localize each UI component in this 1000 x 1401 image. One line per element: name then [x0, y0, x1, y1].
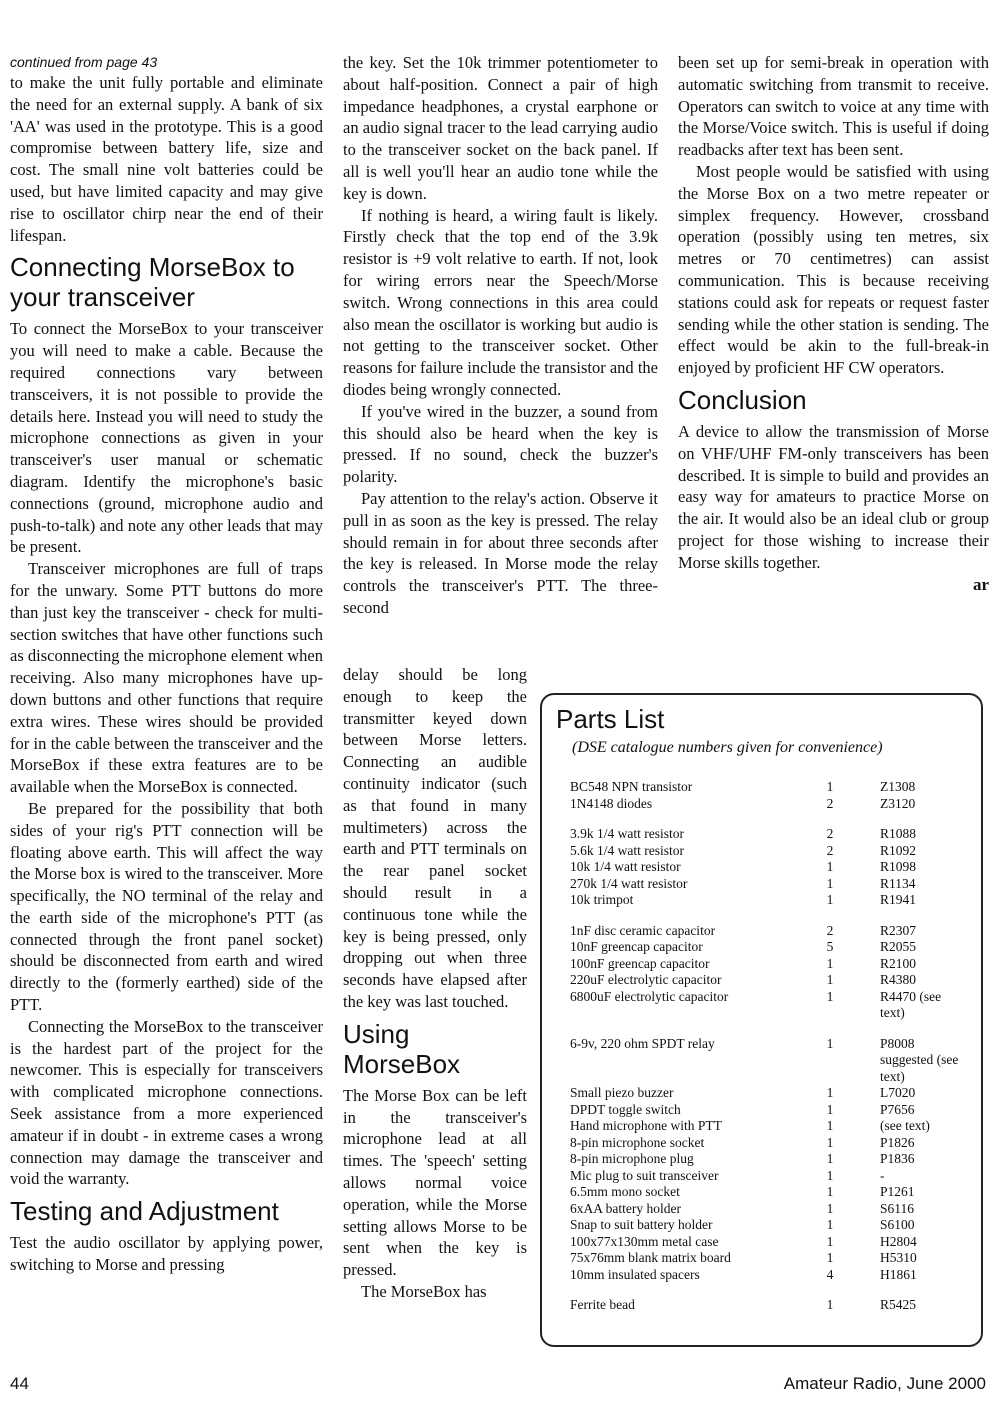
section-heading-testing: Testing and Adjustment	[10, 1196, 279, 1227]
part-code: R5425	[880, 1297, 917, 1312]
parts-row	[570, 1135, 960, 1152]
part-code: L7020	[880, 1085, 916, 1100]
part-qty: 1	[826, 988, 834, 1004]
part-qty: 1	[826, 875, 834, 891]
part-name: 6xAA battery holder	[570, 1200, 681, 1216]
part-qty: 1	[826, 1167, 834, 1183]
part-name: Hand microphone with PTT	[570, 1118, 722, 1133]
part-qty: 1	[826, 1184, 834, 1199]
part-qty: 1	[826, 1118, 834, 1133]
parts-row	[570, 1250, 960, 1267]
paragraph: If nothing is heard, a wiring fault is likely. Firstly check that the top end of the 3.9k resistor is +9 volt relative to earth. If not, look for wiring errors near the Speech/Morse switch. Wrong connections in this area could also mean the oscillator is working but audio is not getting to the transceiver socket. Other reasons for failure include the transistor and the diodes being wrongly connected.	[343, 205, 658, 399]
part-qty: 1	[826, 892, 834, 907]
part-code: H5310	[880, 1250, 917, 1265]
parts-row	[570, 1151, 960, 1168]
part-code: H2804	[880, 1233, 917, 1249]
part-qty: 5	[826, 939, 834, 954]
paragraph: to make the unit fully portable and eliminate the need for an external supply. A bank of six 'AA' was used in the prototype. This is a good compromise between battery life, size and cost. The small nine volt batteries could be used, but have limited capacity and may give rise to oscillator chirp near the end of their lifespan.	[10, 73, 323, 245]
part-name: Small piezo buzzer	[570, 1085, 674, 1100]
part-qty: 1	[826, 1134, 834, 1150]
parts-row	[570, 859, 960, 876]
part-qty: 1	[826, 1297, 834, 1312]
part-code: Z1308	[880, 779, 916, 794]
paragraph: been set up for semi-break in operation with automatic switching from transmit to receive. Operators can switch to voice at any time with the Morse/Voice switch. This is useful if doing readbacks after text has been sent.	[678, 53, 989, 160]
part-name: Mic plug to suit transceiver	[570, 1167, 719, 1183]
part-qty: 2	[826, 795, 834, 811]
paragraph: The Morse Box can be left in the transceiver's microphone lead at all times. The 'speech' setting allows normal voice operation, while the Morse setting allows Morse to be sent when the key is pressed.	[343, 1085, 527, 1280]
part-code: R2055	[880, 939, 917, 954]
part-qty: 1	[826, 1250, 834, 1265]
parts-row	[570, 1022, 960, 1086]
part-qty: 2	[826, 922, 834, 938]
parts-row	[570, 972, 960, 989]
parts-row	[570, 1267, 960, 1284]
parts-row	[570, 796, 960, 813]
paragraph: To connect the MorseBox to your transceiver you will need to make a cable. Because the required connections vary between transceivers, it is not possible to provide the details here. Instead you will need to study the microphone connections as given in your transceiver's user manual or schematic diagram. Identify the microphone's basic connections (ground, microphone audio and push-to-talk) and note any other leads that may be present.	[10, 319, 323, 557]
paragraph: Most people would be satisfied with using the Morse Box on a two metre repeater or simplex frequency. However, crossband operation (possibly using ten metres, six metres or 70 centimetres) can assist communication. This is because receiving stations could ask for repeats or request faster sending while the other station is sending. The effect would be akin to the full-break-in enjoyed by proficient HF CW operators.	[678, 161, 989, 378]
section-heading-connecting: Connecting MorseBox to your transceiver	[10, 252, 295, 313]
part-qty: 1	[826, 859, 834, 874]
part-name: Ferrite bead	[570, 1297, 635, 1312]
part-code: (see text)	[880, 1118, 930, 1133]
signoff: ar	[972, 574, 989, 594]
part-name: DPDT toggle switch	[570, 1101, 681, 1117]
part-name: 10nF greencap capacitor	[570, 939, 703, 954]
part-code: H1861	[880, 1266, 917, 1282]
paragraph: A device to allow the transmission of Morse on VHF/UHF FM-only transceivers has been described. It is simple to build and provides an easy way for amateurs to practice Morse on the air. It would also be an ideal club or group project for those wishing to increase their Morse skills together.	[678, 421, 989, 572]
part-code: R4470 (see text)	[880, 988, 942, 1020]
column-2	[343, 52, 658, 619]
parts-row	[570, 1168, 960, 1185]
parts-row	[570, 1184, 960, 1201]
magazine-footer: Amateur Radio, June 2000	[783, 1374, 986, 1393]
part-code: P1836	[880, 1151, 915, 1166]
parts-row	[570, 1085, 960, 1102]
column-1	[10, 52, 323, 1276]
part-code: S6116	[880, 1200, 915, 1216]
part-qty: 1	[826, 1085, 834, 1100]
part-code: P1261	[880, 1184, 915, 1199]
part-code: R1088	[880, 826, 917, 841]
parts-row	[570, 1283, 960, 1314]
parts-row	[570, 1118, 960, 1135]
parts-row	[570, 1217, 960, 1234]
parts-row	[570, 939, 960, 956]
paragraph: Transceiver microphones are full of traps for the unwary. Some PTT buttons do more than just key the transceiver - check for multi-section switches that have other functions such as disconnecting the microphone element when receiving. Also many microphones have up-down buttons and other functions that require extra wires. These wires should be provided for in the cable between the transceiver and the MorseBox if these extra features are to be available when the MorseBox is connected.	[10, 559, 323, 797]
part-name: 1nF disc ceramic capacitor	[570, 922, 716, 938]
part-code: Z3120	[880, 795, 916, 811]
part-code: P1826	[880, 1134, 915, 1150]
part-qty: 1	[826, 1035, 834, 1051]
parts-row	[570, 876, 960, 893]
part-code: S6100	[880, 1217, 915, 1232]
part-code: R1092	[880, 842, 917, 858]
page-number: 44	[10, 1374, 29, 1393]
part-name: 1N4148 diodes	[570, 795, 653, 811]
part-name: 6.5mm mono socket	[570, 1184, 680, 1199]
section-heading-conclusion: Conclusion	[678, 384, 807, 415]
part-qty: 2	[826, 826, 834, 841]
part-qty: 1	[826, 972, 834, 987]
parts-row	[570, 989, 960, 1022]
parts-table	[570, 779, 960, 1314]
paragraph: delay should be long enough to keep the transmitter keyed down between Morse letters. Connecting an audible continuity indicator (such as that found in many multimeters) across the earth and PTT terminals on the rear panel socket should result in a continuous tone while the key is being pressed, only dropping out when three seconds have elapsed after the key was last touched.	[343, 665, 527, 1011]
part-name: 6800uF electrolytic capacitor	[570, 988, 729, 1004]
parts-row	[570, 779, 960, 796]
part-name: Snap to suit battery holder	[570, 1217, 713, 1232]
part-name: 220uF electrolytic capacitor	[570, 972, 722, 987]
part-name: 75x76mm blank matrix board	[570, 1250, 731, 1265]
part-code: R1098	[880, 859, 917, 874]
parts-list-subtitle: (DSE catalogue numbers given for convenience)	[572, 739, 883, 756]
part-name: BC548 NPN transistor	[570, 779, 693, 794]
parts-row	[570, 1234, 960, 1251]
paragraph: Test the audio oscillator by applying power, switching to Morse and pressing	[10, 1233, 323, 1275]
part-qty: 1	[826, 1217, 834, 1232]
part-code: R1134	[880, 875, 916, 891]
paragraph: Connecting the MorseBox to the transceiver is the hardest part of the project for the newcomer. This is especially for transceivers with complicated microphone connections. Seek assistance from a more experienced amateur if in doubt - in extreme cases a wrong connection may damage the transceiver and void the warranty.	[10, 1016, 323, 1189]
part-code: R2307	[880, 922, 917, 938]
part-qty: 1	[826, 1101, 834, 1117]
paragraph: If you've wired in the buzzer, a sound from this should also be heard when the key is pressed. If no sound, check the buzzer's polarity.	[343, 401, 658, 487]
part-qty: 4	[826, 1266, 834, 1282]
part-name: 8-pin microphone socket	[570, 1134, 705, 1150]
part-code: R1941	[880, 892, 917, 907]
part-qty: 2	[826, 842, 834, 858]
paragraph: Be prepared for the possibility that both sides of your rig's PTT connection will be floating above earth. This will affect the way the Morse box is wired to the transceiver. More specifically, the NO terminal of the relay and the earth side of the microphone's PTT (as connected through the front panel socket) should be disconnected from earth and wired directly to the (formerly earthed) side of the PTT.	[10, 798, 323, 1015]
column-2-narrow	[343, 664, 527, 1303]
column-3	[678, 52, 989, 595]
part-qty: 1	[826, 1151, 834, 1166]
part-qty: 1	[826, 1200, 834, 1216]
part-name: 10k 1/4 watt resistor	[570, 859, 681, 874]
part-qty: 1	[826, 955, 834, 971]
parts-row	[570, 1102, 960, 1119]
part-name: 100nF greencap capacitor	[570, 955, 710, 971]
parts-row	[570, 892, 960, 909]
part-code: P8008 suggested (see text)	[880, 1035, 959, 1084]
paragraph: The MorseBox has	[361, 1281, 487, 1301]
parts-row	[570, 956, 960, 973]
parts-row	[570, 812, 960, 843]
paragraph: the key. Set the 10k trimmer potentiometer to about half-position. Connect a pair of high impedance headphones, a crystal earphone or an audio signal tracer to the lead carrying audio to the transceiver socket on the back panel. If all is well you'll hear an audio tone while the key is down.	[343, 53, 658, 203]
part-code: R2100	[880, 955, 917, 971]
parts-list-box	[540, 693, 983, 1347]
section-heading-using: Using MorseBox	[343, 1018, 461, 1079]
part-qty: 1	[826, 1233, 834, 1249]
part-name: 10mm insulated spacers	[570, 1266, 700, 1282]
part-code: R4380	[880, 972, 917, 987]
parts-list-title: Parts List	[556, 704, 665, 734]
parts-row	[570, 843, 960, 860]
part-code: P7656	[880, 1101, 915, 1117]
part-name: 10k trimpot	[570, 892, 634, 907]
part-name: 270k 1/4 watt resistor	[570, 875, 688, 891]
parts-row	[570, 909, 960, 940]
paragraph: Pay attention to the relay's action. Observe it pull in as soon as the key is pressed. The relay should remain in for about three seconds after the key is released. In Morse mode the relay controls the transceiver's PTT. The three-second	[343, 488, 658, 617]
parts-row	[570, 1201, 960, 1218]
part-qty: 1	[826, 779, 834, 794]
continued-note: continued from page 43	[10, 54, 158, 70]
part-name: 6-9v, 220 ohm SPDT relay	[570, 1035, 715, 1051]
part-name: 3.9k 1/4 watt resistor	[570, 826, 684, 841]
part-name: 100x77x130mm metal case	[570, 1233, 719, 1249]
part-code: -	[880, 1167, 885, 1183]
part-name: 8-pin microphone plug	[570, 1151, 694, 1166]
part-name: 5.6k 1/4 watt resistor	[570, 842, 684, 858]
